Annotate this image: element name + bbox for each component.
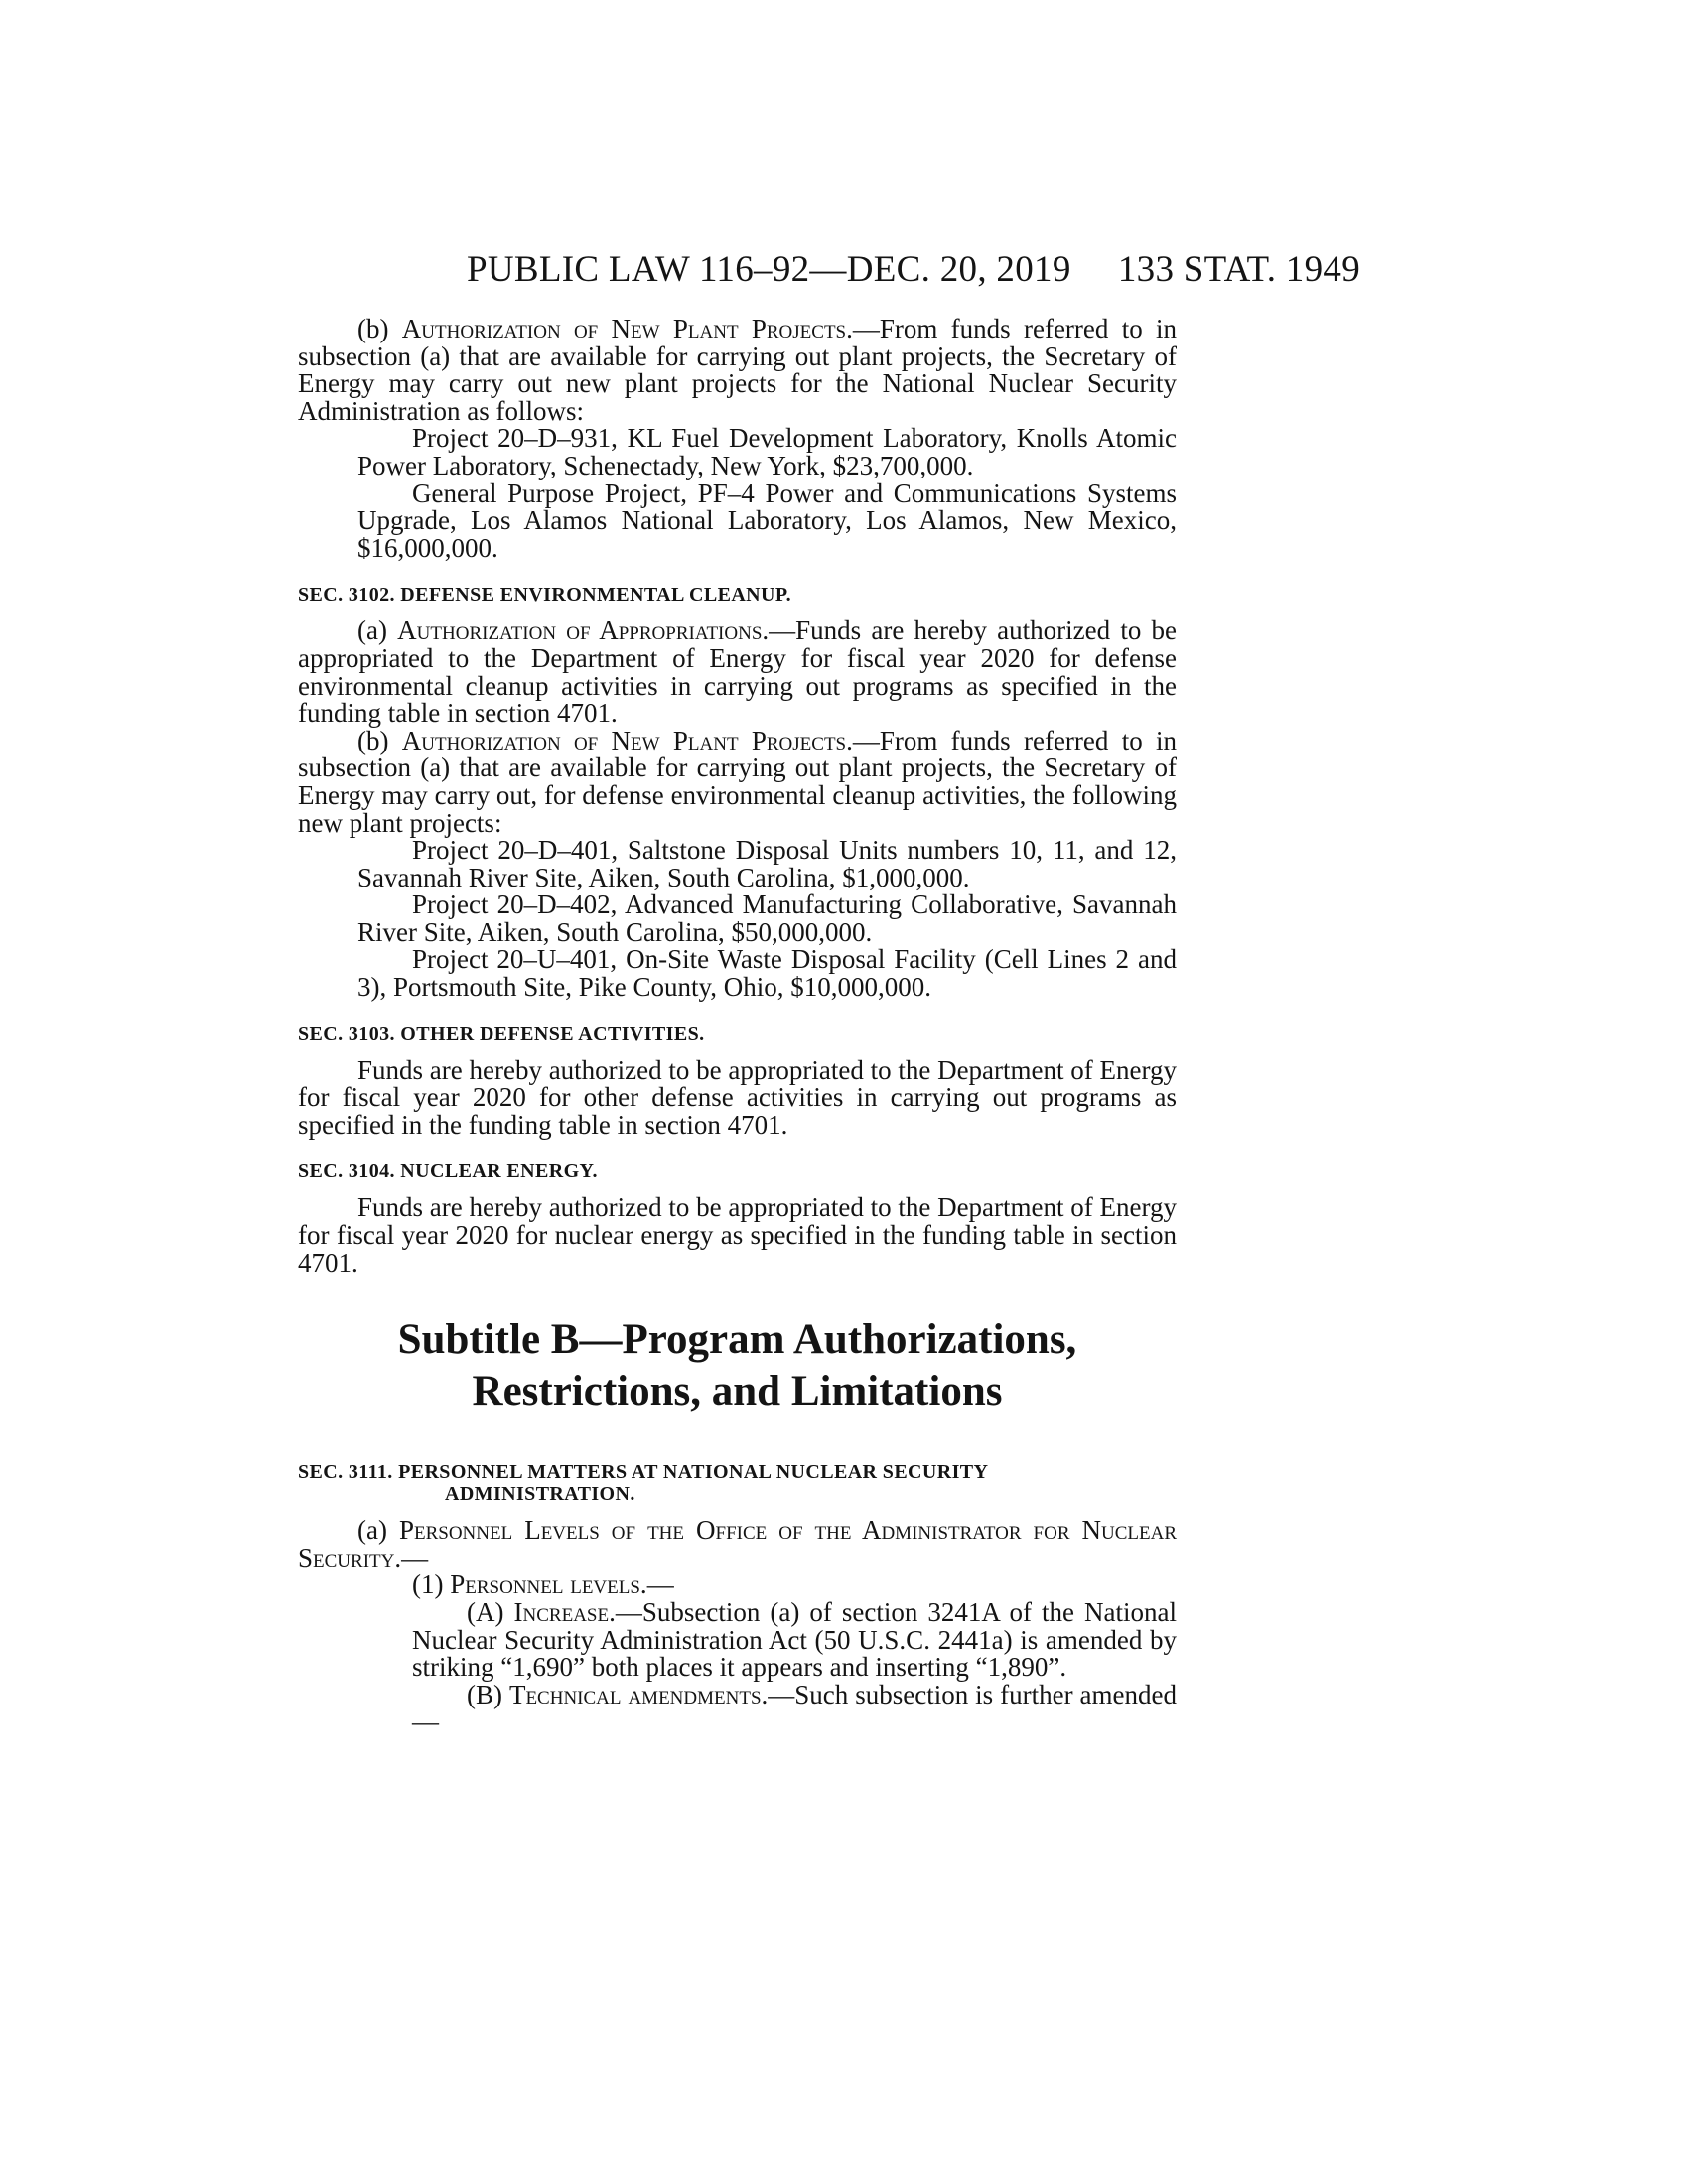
project-item: General Purpose Project, PF–4 Power and Communications Systems Upgrade, Los Alamos National Laboratory, Los Alamos, New Mexico, $16,000,000.	[357, 478, 1177, 563]
paragraph-new-plant-projects: (b) Authorization of New Plant Projects.—From funds referred to in subsection (a) that are available for carrying out plant projects, the Secretary of Energy may carry out new plant projects for the National Nuclear Security Administration as follows:	[298, 314, 1178, 426]
paragraph-new-plant-projects: (b) Authorization of New Plant Projects.—From funds referred to in subsection (a) that are available for carrying out plant projects, the Secretary of Energy may carry out, for defense environmental cleanup activities, the following new plant projects:	[298, 725, 1178, 838]
document-body	[298, 316, 1177, 1736]
paragraph-personnel-levels: (1) Personnel levels.—	[412, 1570, 674, 1600]
statute-page-number: 133 STAT. 1949	[1117, 249, 1360, 290]
project-item: Project 20–U–401, On-Site Waste Disposal Facility (Cell Lines 2 and 3), Portsmouth Site, Pike County, Ohio, $10,000,000.	[357, 944, 1177, 1003]
page-header	[298, 248, 1360, 298]
paragraph-caption: Technical amendments.	[508, 1679, 769, 1709]
project-item: Project 20–D–401, Saltstone Disposal Units numbers 10, 11, and 12, Savannah River Site, Aiken, South Carolina, $1,000,000.	[357, 835, 1177, 892]
section-heading-3111: SEC. 3111. PERSONNEL MATTERS AT NATIONAL NUCLEAR SECURITY ADMINISTRATION.	[298, 1461, 989, 1506]
running-head: PUBLIC LAW 116–92—DEC. 20, 2019	[467, 249, 1071, 290]
paragraph-nuclear-energy: Funds are hereby authorized to be appropriated to the Department of Energy for fiscal year 2020 for nuclear energy as specified in the funding table in section 4701.	[298, 1192, 1177, 1278]
section-heading-3104: SEC. 3104. NUCLEAR ENERGY.	[298, 1160, 598, 1183]
paragraph-caption: Authorization of Appropriations.	[397, 615, 770, 646]
paragraph-caption: Personnel Levels of the Office of the Administrator for Nuclear Security.	[298, 1515, 1178, 1572]
paragraph-caption: Personnel levels.	[450, 1570, 647, 1600]
subtitle-line: Subtitle B—Program Authorizations,	[397, 1316, 1077, 1364]
section-heading-3102: SEC. 3102. DEFENSE ENVIRONMENTAL CLEANUP.	[298, 584, 792, 607]
subparagraph-technical-amendments: (B) Technical amendments.—Such subsection is further amended—	[412, 1679, 1177, 1737]
paragraph-authorization-appropriations: (a) Authorization of Appropriations.—Funds are hereby authorized to be appropriated to the Department of Energy for fiscal year 2020 for defense environmental cleanup activities in carrying out programs as specified in the funding table in section 4701.	[298, 615, 1177, 729]
paragraph-caption: Authorization of New Plant Projects.	[401, 725, 853, 755]
paragraph-personnel-levels-office: (a) Personnel Levels of the Office of the Administrator for Nuclear Security.—	[298, 1515, 1178, 1572]
subtitle-line: Restrictions, and Limitations	[472, 1368, 1003, 1416]
paragraph-caption: Increase.	[513, 1597, 616, 1627]
subtitle-heading	[298, 1314, 1177, 1418]
paragraph-other-defense-activities: Funds are hereby authorized to be appropriated to the Department of Energy for fiscal year 2020 for other defense activities in carrying out programs as specified in the funding table in section 4701.	[298, 1054, 1177, 1140]
section-heading-3103: SEC. 3103. OTHER DEFENSE ACTIVITIES.	[298, 1023, 705, 1045]
subparagraph-increase: (A) Increase.—Subsection (a) of section 3241A of the National Nuclear Security Administration Act (50 U.S.C. 2441a) is amended by striking “1,690” both places it appears and inserting “1,890”.	[412, 1597, 1178, 1683]
paragraph-caption: Authorization of New Plant Projects.	[401, 314, 853, 343]
project-item: Project 20–D–402, Advanced Manufacturing Collaborative, Savannah River Site, Aiken, South Carolina, $50,000,000.	[357, 889, 1177, 947]
project-item: Project 20–D–931, KL Fuel Development Laboratory, Knolls Atomic Power Laboratory, Schenectady, New York, $23,700,000.	[357, 423, 1177, 480]
